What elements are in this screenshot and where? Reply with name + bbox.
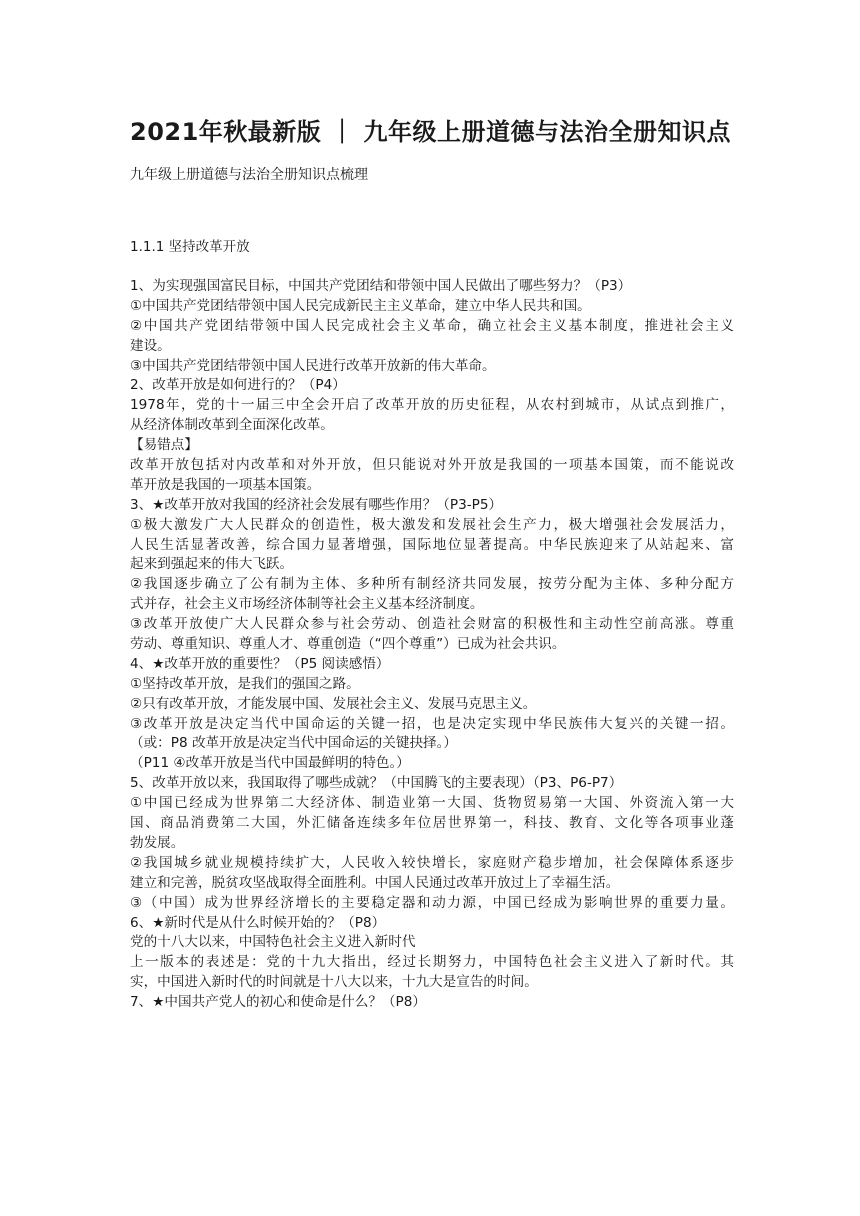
document-subtitle: 九年级上册道德与法治全册知识点梳理 (130, 167, 368, 183)
text-line: 2、改革开放是如何进行的？（P4） (130, 377, 346, 394)
text-line: 【易错点】 (130, 437, 198, 454)
text-line: 上一版本的表述是：党的十九大指出，经过长期努力，中国特色社会主义进入了新时代。其 (130, 954, 734, 971)
text-line: 1、为实现强国富民目标，中国共产党团结和带领中国人民做出了哪些努力？（P3） (130, 278, 632, 294)
text-line: 实，中国进入新时代的时间就是十八大以来，十九大是宣告的时间。 (130, 974, 538, 991)
text-line: 改革开放包括对内改革和对外开放，但只能说对外开放是我国的一项基本国策，而不能说改 (130, 457, 734, 474)
text-line: ②只有改革开放，才能发展中国、发展社会主义、发展马克思主义。 (130, 695, 537, 712)
text-line: 党的十八大以来，中国特色社会主义进入新时代 (130, 934, 416, 951)
text-line: 7、★中国共产党人的初心和使命是什么？（P8） (130, 994, 426, 1011)
text-line: ③改革开放使广大人民群众参与社会劳动、创造社会财富的积极性和主动性空前高涨。尊重 (130, 616, 734, 633)
text-line: 起来到强起来的伟大飞跃。 (130, 556, 294, 573)
section-heading: 1.1.1 坚持改革开放 (130, 239, 250, 255)
text-line: （P11 ④改革开放是当代中国最鲜明的特色。） (130, 755, 410, 772)
text-line: 1978年，党的十一届三中全会开启了改革开放的历史征程，从农村到城市，从试点到推广， (130, 397, 734, 414)
text-line: 人民生活显著改善，综合国力显著增强，国际地位显著提高。中华民族迎来了从站起来、富 (130, 536, 734, 553)
text-line: 革开放是我国的一项基本国策。 (130, 476, 321, 493)
text-line: ③（中国）成为世界经济增长的主要稳定器和动力源，中国已经成为影响世界的重要力量。 (130, 894, 734, 911)
text-line: 建立和完善，脱贫攻坚战取得全面胜利。中国人民通过改革开放过上了幸福生活。 (130, 874, 620, 891)
text-line: 6、★新时代是从什么时候开始的？（P8） (130, 914, 386, 931)
text-line: ②我国城乡就业规模持续扩大，人民收入较快增长，家庭财产稳步增加，社会保障体系逐步 (130, 854, 734, 871)
document-body (130, 277, 734, 1013)
text-line: ①中国共产党团结带领中国人民完成新民主主义革命，建立中华人民共和国。 (130, 297, 591, 314)
text-line: ①极大激发广大人民群众的创造性，极大激发和发展社会生产力，极大增强社会发展活力， (130, 516, 734, 533)
text-line: ①中国已经成为世界第二大经济体、制造业第一大国、货物贸易第一大国、外资流入第一大 (130, 795, 734, 812)
document-title: 2021年秋最新版 ｜ 九年级上册道德与法治全册知识点 (130, 118, 732, 146)
text-line: ②中国共产党团结带领中国人民完成社会主义革命，确立社会主义基本制度，推进社会主义 (130, 317, 734, 334)
text-line: 建设。 (130, 337, 171, 354)
text-line: 3、★改革开放对我国的经济社会发展有哪些作用？（P3-P5） (130, 496, 503, 513)
text-line: 4、★改革开放的重要性？（P5 阅读感悟） (130, 655, 390, 672)
text-line: 5、改革开放以来，我国取得了哪些成就？（中国腾飞的主要表现）（P3、P6-P7） (130, 775, 623, 792)
text-line: 国、商品消费第二大国，外汇储备连续多年位居世界第一，科技、教育、文化等各项事业蓬 (130, 815, 734, 832)
text-line: （或：P8 改革开放是决定当代中国命运的关键抉择。） (130, 735, 458, 752)
text-line: ③中国共产党团结带领中国人民进行改革开放新的伟大革命。 (130, 357, 496, 374)
text-line: 勃发展。 (130, 834, 185, 851)
text-line: ①坚持改革开放，是我们的强国之路。 (130, 675, 360, 692)
text-line: 劳动、尊重知识、尊重人才、尊重创造（“四个尊重”）已成为社会共识。 (130, 636, 566, 653)
text-line: ②我国逐步确立了公有制为主体、多种所有制经济共同发展，按劳分配为主体、多种分配方 (130, 576, 734, 593)
text-line: ③改革开放是决定当代中国命运的关键一招，也是决定实现中华民族伟大复兴的关键一招。 (130, 715, 734, 732)
text-line: 从经济体制改革到全面深化改革。 (130, 417, 334, 434)
text-line: 式并存，社会主义市场经济体制等社会主义基本经济制度。 (130, 596, 484, 613)
